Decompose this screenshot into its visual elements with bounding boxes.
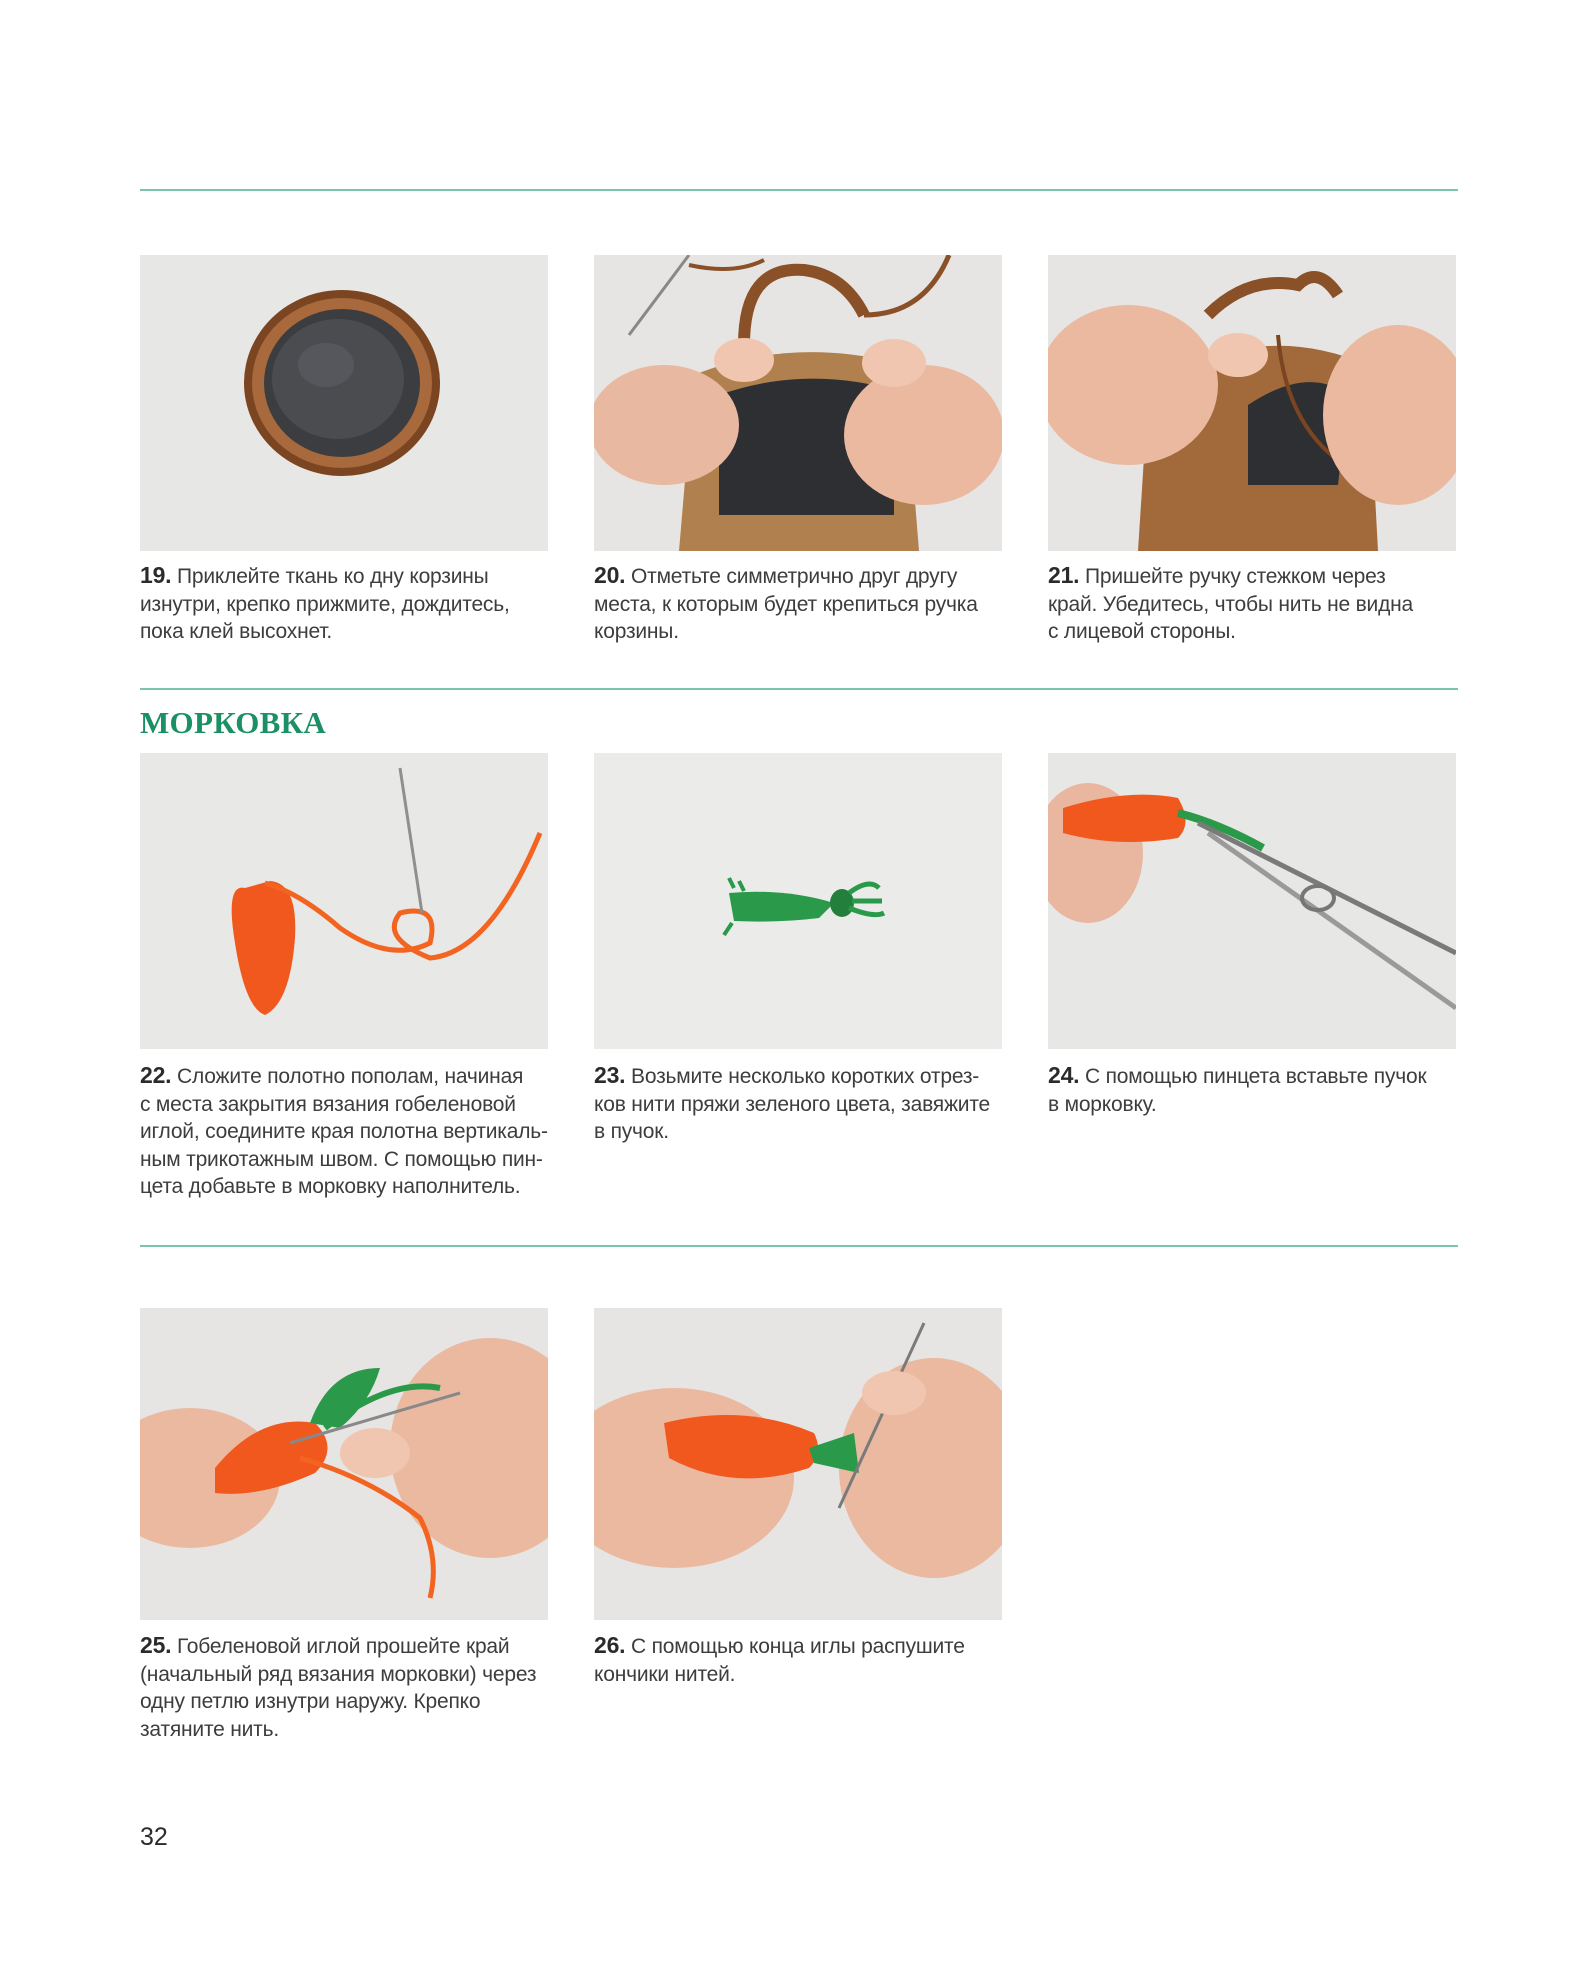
caption-step-20: [594, 562, 1004, 646]
caption-line: Сложите полотно пополам, начиная: [177, 1065, 524, 1088]
step-number: 25.: [140, 1632, 172, 1658]
photo-step-25: [140, 1308, 548, 1620]
step-number: 26.: [594, 1632, 626, 1658]
caption-line: цета добавьте в морковку наполнитель.: [140, 1175, 521, 1198]
caption-step-22: [140, 1062, 550, 1201]
caption-line: одну петлю изнутри наружу. Крепко: [140, 1690, 481, 1713]
caption-line: С помощью конца иглы распушите: [631, 1635, 965, 1658]
caption-line: С помощью пинцета вставьте пучок: [1085, 1065, 1427, 1088]
top-divider: [140, 189, 1458, 191]
caption-line: ков нити пряжи зеленого цвета, завяжите: [594, 1092, 990, 1116]
page-number: 32: [140, 1823, 168, 1851]
caption-line: пока клей высохнет.: [140, 620, 332, 643]
caption-line: Гобеленовой иглой прошейте край: [177, 1635, 510, 1658]
caption-line: Приклейте ткань ко дну корзины: [177, 565, 489, 588]
photo-step-24: [1048, 753, 1456, 1049]
caption-line: с лицевой стороны.: [1048, 620, 1236, 643]
caption-line: затяните нить.: [140, 1717, 279, 1741]
section-title: МОРКОВКА: [140, 705, 327, 740]
caption-line: Пришейте ручку стежком через: [1085, 565, 1386, 588]
caption-line: ным трикотажным швом. С помощью пин-: [140, 1147, 543, 1171]
caption-line: Возьмите несколько коротких отрез-: [631, 1065, 980, 1088]
step-number: 24.: [1048, 1062, 1080, 1088]
caption-step-26: [594, 1632, 1004, 1688]
photo-step-20: [594, 255, 1002, 551]
section-divider: [140, 688, 1458, 690]
caption-step-24: [1048, 1062, 1458, 1118]
middle-divider: [140, 1245, 1458, 1247]
caption-step-19: [140, 562, 550, 646]
photo-step-23: [594, 753, 1002, 1049]
photo-step-22: [140, 753, 548, 1049]
step-number: 21.: [1048, 562, 1080, 588]
caption-step-23: [594, 1062, 1004, 1146]
step-number: 19.: [140, 562, 172, 588]
caption-line: места, к которым будет крепиться ручка: [594, 592, 978, 616]
caption-step-21: [1048, 562, 1458, 646]
caption-line: Отметьте симметрично друг другу: [631, 565, 958, 588]
step-number: 23.: [594, 1062, 626, 1088]
caption-line: кончики нитей.: [594, 1662, 736, 1686]
step-number: 20.: [594, 562, 626, 588]
caption-line: в пучок.: [594, 1120, 669, 1143]
photo-step-19: [140, 255, 548, 551]
caption-line: иглой, соедините края полотна вертикаль-: [140, 1120, 548, 1143]
caption-line: корзины.: [594, 620, 679, 643]
caption-line: изнутри, крепко прижмите, дождитесь,: [140, 592, 510, 616]
caption-line: с места закрытия вязания гобеленовой: [140, 1092, 516, 1116]
photo-step-26: [594, 1308, 1002, 1620]
caption-line: (начальный ряд вязания морковки) через: [140, 1662, 537, 1686]
caption-line: в морковку.: [1048, 1092, 1157, 1116]
step-number: 22.: [140, 1062, 172, 1088]
caption-line: край. Убедитесь, чтобы нить не видна: [1048, 592, 1413, 616]
caption-step-25: [140, 1632, 550, 1743]
photo-step-21: [1048, 255, 1456, 551]
